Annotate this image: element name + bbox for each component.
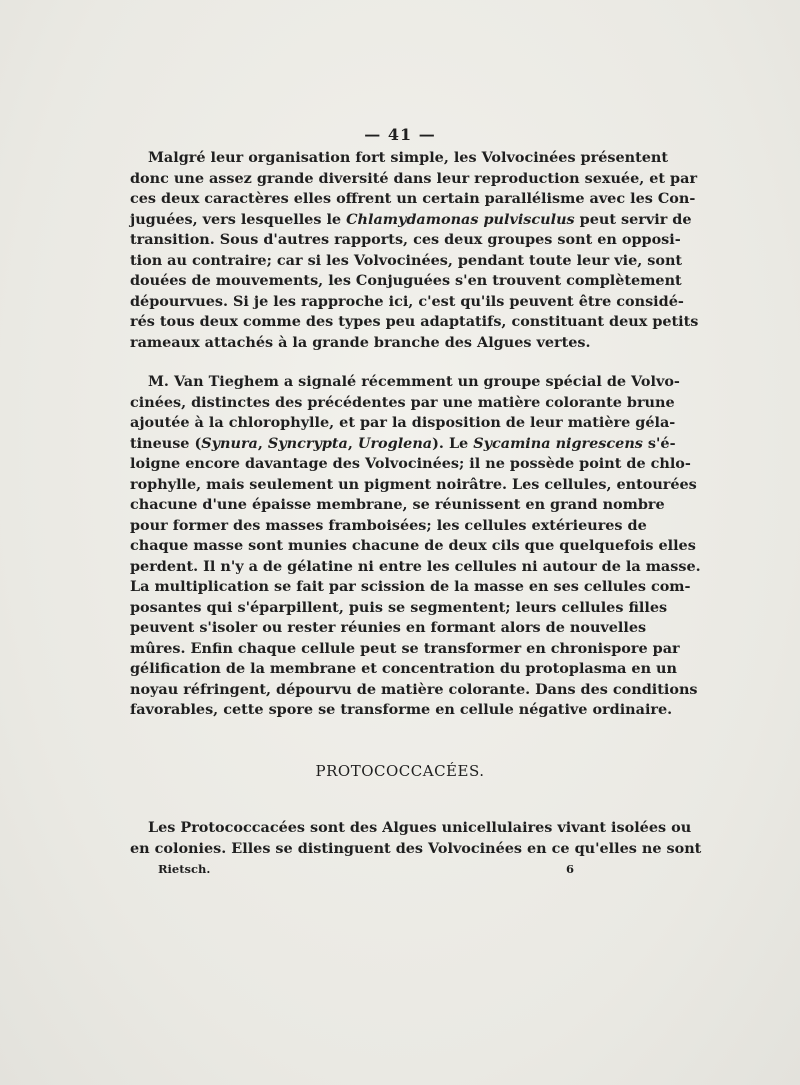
text-line: ajoutée à la chlorophylle, et par la disposition de leur matière géla-: [130, 414, 676, 431]
text-line: [130, 210, 692, 231]
text-line: favorables, cette spore se transforme en cellule négative ordinaire.: [130, 701, 673, 718]
page-number: — 41 —: [364, 125, 436, 144]
text-line: en colonies. Elles se distinguent des Volvocinées en ce qu'elles ne sont: [130, 839, 702, 857]
text-line: rameaux attachés à la grande branche des Algues vertes.: [130, 333, 591, 351]
text-line: chaque masse sont munies chacune de deux cils que quelquefois elles: [130, 537, 696, 554]
text-line: mûres. Enfin chaque cellule peut se transformer en chronispore par: [130, 639, 680, 657]
paragraph-volvocinees-summary: [130, 148, 699, 353]
text-line: cinées, distinctes des précédentes par une matière colorante brune: [130, 393, 675, 411]
text-line: tion au contraire; car si les Volvocinées, pendant toute leur vie, sont: [130, 251, 683, 269]
text-line: peuvent s'isoler ou rester réunies en formant alors de nouvelles: [130, 619, 647, 636]
text-run: ). Le: [432, 434, 474, 452]
text-line: donc une assez grande diversité dans leur reproduction sexuée, et par: [130, 169, 698, 187]
text-line: rophylle, mais seulement un pigment noirâtre. Les cellules, entourées: [130, 475, 697, 493]
text-line: ces deux caractères elles offrent un certain parallélisme avec les Con-: [130, 190, 696, 207]
text-line: gélification de la membrane et concentration du protoplasma en un: [130, 660, 677, 677]
text-line: Les Protococcacées sont des Algues unicellulaires vivant isolées ou: [148, 819, 692, 836]
text-run: juguées, vers lesquelles le: [130, 210, 347, 228]
text-line: rés tous deux comme des types peu adaptatifs, constituant deux petits: [130, 313, 699, 330]
text-line: chacune d'une épaisse membrane, se réunissent en grand nombre: [130, 496, 665, 513]
text-line: douées de mouvements, les Conjuguées s'en trouvent complètement: [130, 272, 682, 289]
species-name: Sycamina nigrescens: [473, 434, 643, 452]
footer-signature: 6: [566, 862, 575, 876]
text-line: pour former des masses framboisées; les cellules extérieures de: [130, 516, 647, 534]
section-heading: PROTOCOCCACÉES.: [315, 762, 485, 780]
text-line: noyau réfringent, dépourvu de matière colorante. Dans des conditions: [130, 680, 698, 698]
text-line: transition. Sous d'autres rapports, ces deux groupes sont en opposi-: [130, 231, 681, 248]
text-line: [130, 434, 676, 455]
text-line: perdent. Il n'y a de gélatine ni entre les cellules ni autour de la masse.: [130, 557, 701, 575]
text-run: ,: [347, 434, 358, 452]
text-run: tineuse (: [130, 434, 202, 452]
text-run: peut servir de: [574, 210, 692, 228]
text-line: dépourvues. Si je les rapproche ici, c'est qu'ils peuvent être considé-: [130, 292, 684, 310]
text-run: s'é-: [642, 434, 676, 452]
text-run: ,: [257, 434, 268, 452]
genus-name: Synura: [201, 434, 258, 452]
text-line: Malgré leur organisation fort simple, les Volvocinées présentent: [148, 149, 668, 166]
text-line: loigne encore davantage des Volvocinées; il ne possède point de chlo-: [130, 455, 691, 472]
species-name: Chlamydamonas pulvisculus: [346, 210, 575, 228]
text-line: La multiplication se fait par scission de la masse en ses cellules com-: [130, 578, 691, 595]
text-line: M. Van Tieghem a signalé récemment un groupe spécial de Volvo-: [148, 373, 680, 390]
paragraph-van-tieghem: [130, 372, 701, 721]
genus-name: Syncrypta: [267, 434, 348, 452]
paragraph-protococcacees: [130, 818, 702, 859]
genus-name: Uroglena: [357, 434, 433, 452]
footer-author: Rietsch.: [158, 862, 211, 876]
text-line: posantes qui s'éparpillent, puis se segmentent; leurs cellules filles: [130, 598, 668, 616]
